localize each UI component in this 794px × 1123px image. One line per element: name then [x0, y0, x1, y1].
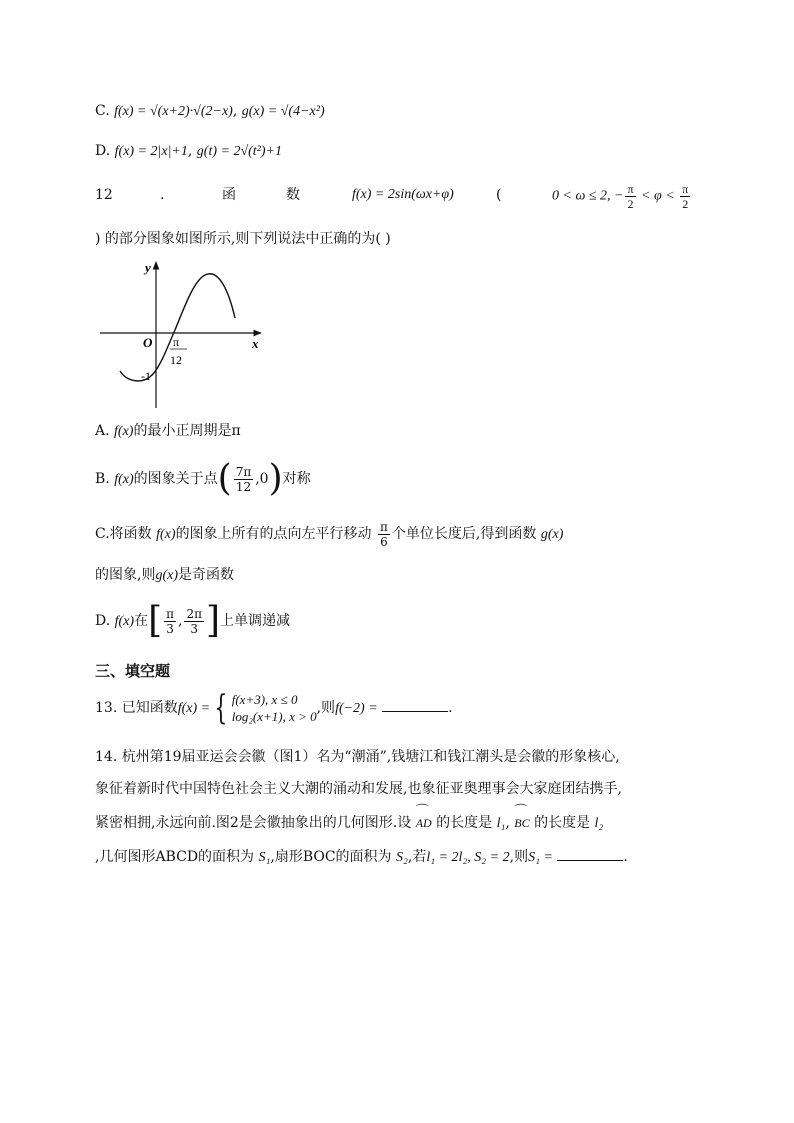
- x-tick-den: 12: [170, 353, 182, 367]
- formula-gx: g(x): [155, 568, 178, 583]
- origin-label: O: [143, 335, 153, 350]
- formula-fx: f(x): [114, 424, 134, 439]
- fraction-den: 3: [166, 621, 174, 636]
- q14-line-1: 14. 杭州第19届亚运会会徽（图1）名为“潮涌”,钱塘江和钱江潮头是会徽的形象核心,: [95, 749, 620, 765]
- q12-option-c-line2: [95, 564, 234, 587]
- fraction-den: 6: [380, 534, 388, 549]
- option-text-1: 在: [134, 613, 149, 629]
- q12-option-d: D. f(x)在[ $\frac{\pi}{3}$ , $\frac{2\pi}{3}$ ]上单调递减: [95, 600, 291, 641]
- option-text-1: 的图象关于点: [133, 471, 218, 487]
- option-text-5: 是奇函数: [178, 567, 234, 583]
- formula-fx: f(x): [114, 472, 134, 487]
- section-heading: 三、填空题: [95, 662, 171, 680]
- paren-left: (: [217, 458, 232, 499]
- x-axis-label: x: [252, 336, 259, 351]
- q12-stem: ) 的部分图象如图所示,则下列说法中正确的为( ): [95, 231, 391, 247]
- fraction-num: π: [627, 182, 634, 196]
- q13-mid: ,则: [316, 700, 336, 716]
- q14-ask: S₁ =: [528, 850, 553, 865]
- formula-fx: f(x): [114, 614, 135, 629]
- formula-fx: f(x): [156, 527, 176, 542]
- point-zero: ,0: [255, 471, 269, 487]
- fraction-num: 2π: [186, 606, 202, 621]
- option-label: D.: [95, 613, 111, 629]
- condition: [552, 182, 692, 211]
- option-label: B.: [95, 471, 110, 487]
- word-2: 数: [286, 187, 300, 203]
- q14-text-e: ,扇形BOC的面积为: [270, 849, 392, 865]
- separator: ,: [232, 103, 238, 119]
- y-tick-label: -1: [141, 369, 151, 383]
- q13-ask: f(−2) =: [335, 701, 378, 716]
- q11-option-c: [95, 100, 325, 123]
- formula-g: g(x) = √(4−x²): [241, 104, 325, 119]
- formula-g: g(t) = 2√(t²)+1: [196, 144, 282, 159]
- dot: .: [160, 187, 165, 203]
- formula-fx: f(x) =: [177, 701, 211, 716]
- q14-text-g: ,则: [509, 849, 529, 865]
- option-text-3: 个单位长度后,得到函数: [391, 526, 537, 542]
- option-text-2: 对称: [282, 471, 311, 487]
- fraction-den: 3: [190, 621, 199, 636]
- piecewise: [232, 691, 317, 725]
- option-text-2: 上单调递减: [220, 613, 291, 629]
- q14-text-f: ,若: [407, 849, 427, 865]
- fraction-num: π: [380, 519, 388, 534]
- q14-text-c: 的长度是: [534, 815, 591, 831]
- option-text: 的最小正周期是π: [133, 423, 241, 439]
- answer-blank[interactable]: [382, 697, 448, 712]
- option-text-4: 的图象,则: [95, 567, 156, 583]
- option-text-1: 将函数: [109, 526, 152, 542]
- formula-f: f(x) = 2|x|+1: [114, 144, 188, 159]
- fraction-num: π: [682, 182, 689, 196]
- q11-option-d: [95, 140, 282, 163]
- piece-2: log₂(x+1), x > 0: [231, 709, 317, 724]
- fraction-num: 7π: [235, 464, 252, 479]
- formula-gx: g(x): [540, 527, 564, 542]
- arc-ad: ⌒ AD: [416, 812, 432, 834]
- q14-text-b: 的长度是: [436, 815, 493, 831]
- paren-open: (: [496, 187, 502, 203]
- q13: [95, 688, 453, 729]
- option-label: D.: [95, 143, 111, 159]
- bracket-left: [: [148, 600, 163, 641]
- q12-option-a: [95, 420, 241, 443]
- option-label: A.: [95, 423, 110, 439]
- var-s1: S₁: [258, 850, 271, 865]
- x-tick-num: π: [173, 335, 180, 349]
- condition-part-a: 0 < ω ≤ 2, −: [552, 188, 624, 204]
- q13-end: .: [448, 700, 453, 716]
- q14-line-4: [95, 846, 628, 869]
- var-s2: S₂: [396, 850, 408, 865]
- option-text-2: 的图象上所有的点向左平行移动: [175, 526, 372, 542]
- q12-option-b: [95, 460, 311, 499]
- bracket-right: ]: [206, 600, 221, 641]
- fraction-num: π: [166, 606, 175, 621]
- function-formula: f(x) = 2sin(ωx+φ): [352, 187, 454, 202]
- q12-graph: [95, 258, 270, 413]
- var-l1: l₁: [496, 816, 506, 831]
- formula-f: f(x) = √(x+2)·√(2−x): [114, 104, 233, 119]
- var-l2: l₂: [594, 816, 604, 831]
- q14-line-3: [95, 812, 603, 835]
- y-axis-label: y: [145, 260, 151, 275]
- q14-text-d: ,几何图形ABCD的面积为: [95, 849, 255, 865]
- option-label: C.: [95, 103, 110, 119]
- word-1: 函: [222, 187, 236, 203]
- q14-comma: ,: [505, 815, 510, 831]
- piece-1: f(x+3), x ≤ 0: [231, 692, 298, 707]
- q13-prefix: 13. 已知函数: [95, 700, 178, 716]
- paren-right: ): [268, 458, 283, 499]
- q12-option-c: [95, 518, 563, 551]
- option-label: C.: [95, 526, 110, 542]
- fraction-den: 12: [235, 479, 252, 494]
- arc-bc: ⌒ BC: [514, 812, 529, 834]
- left-brace: {: [214, 688, 228, 728]
- q14-condition: l₁ = 2l₂, S₂ = 2: [426, 850, 510, 865]
- q14-end: .: [623, 849, 628, 865]
- q14-line-2: 象征着新时代中国特色社会主义大潮的涌动和发展,也象征亚奥理事会大家庭团结携手,: [95, 781, 622, 797]
- question-number: 12: [95, 187, 113, 203]
- separator: ,: [187, 143, 193, 159]
- q14-text-a: 紧密相拥,永远向前.图2是会徽抽象出的几何图形.设: [95, 815, 412, 831]
- fraction-den: 2: [682, 197, 689, 211]
- fraction-den: 2: [627, 197, 634, 211]
- condition-part-b: < φ <: [637, 188, 679, 204]
- answer-blank[interactable]: [557, 846, 623, 861]
